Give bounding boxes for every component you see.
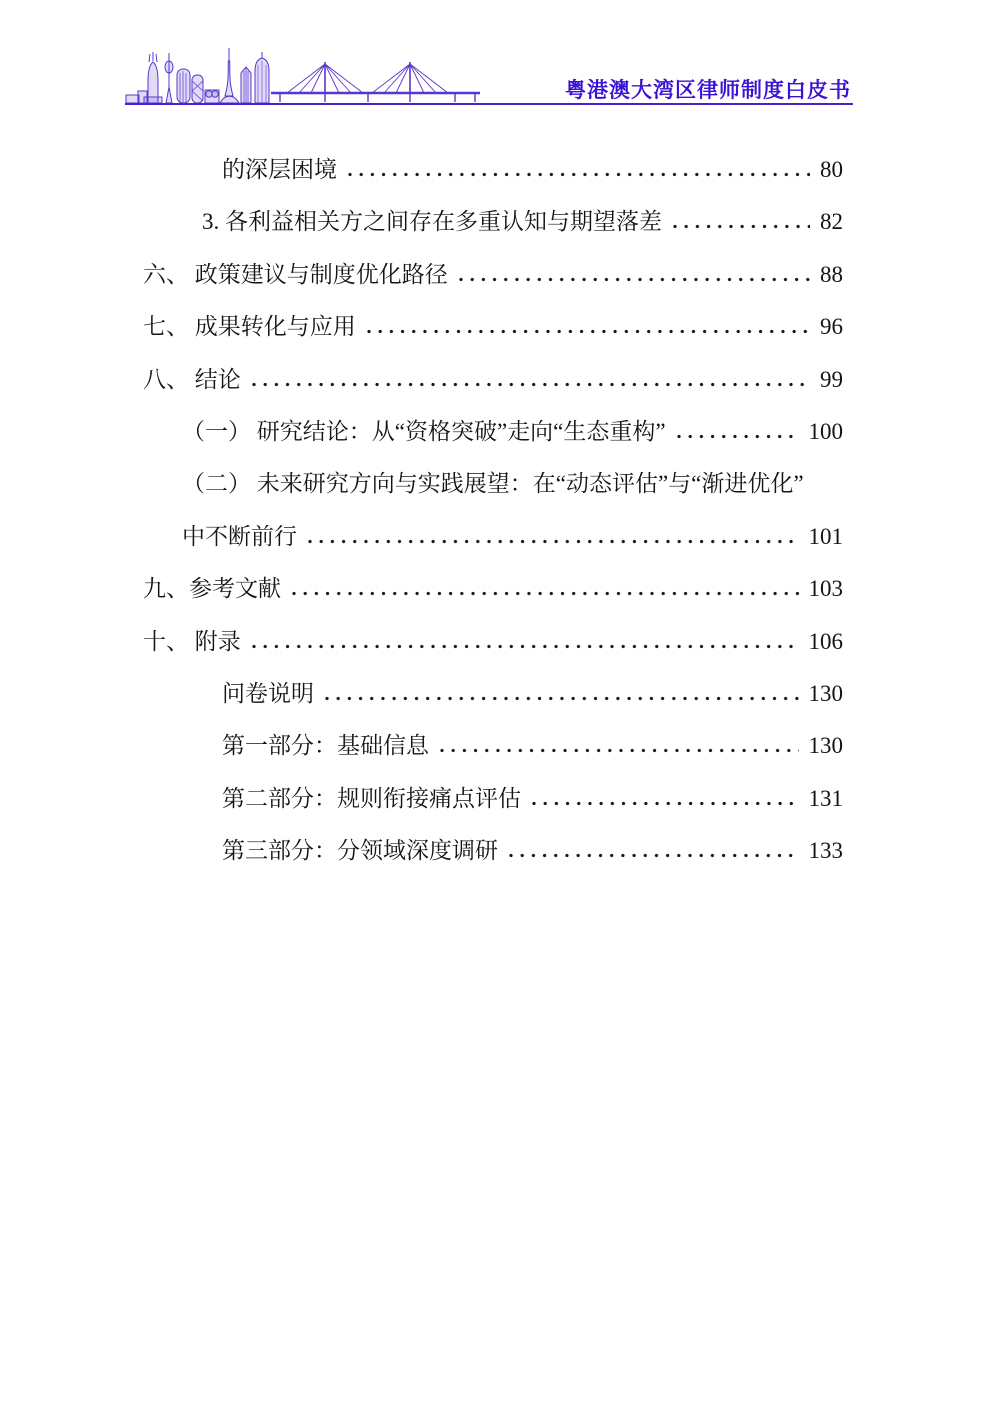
toc-entry-page: 99: [820, 366, 843, 392]
toc-entry[interactable]: [143, 511, 843, 563]
dot-leader: [348, 172, 810, 177]
toc-entry[interactable]: [143, 144, 843, 196]
dot-leader: [677, 434, 799, 439]
toc-entry-page: 131: [808, 785, 843, 811]
toc-entry-label: 第二部分：规则衔接痛点评估: [222, 785, 521, 811]
toc-entry[interactable]: [143, 616, 843, 668]
toc-entry-label: 六、 政策建议与制度优化路径: [143, 261, 448, 287]
toc-entry-page: 130: [808, 733, 843, 759]
toc-entry[interactable]: [143, 720, 843, 772]
header-divider: [125, 103, 853, 105]
toc-entry-label: 第三部分：分领域深度调研: [222, 838, 498, 864]
toc-entry[interactable]: [143, 773, 843, 825]
dot-leader: [252, 382, 810, 387]
toc-entry-label: 问卷说明: [222, 680, 314, 706]
dot-leader: [325, 696, 799, 701]
toc-entry[interactable]: [143, 354, 843, 406]
toc-entry-label: 中不断前行: [182, 523, 297, 549]
toc-entry-label: 第一部分：基础信息: [222, 733, 429, 759]
toc-entry[interactable]: [143, 249, 843, 301]
document-header-title: 粤港澳大湾区律师制度白皮书: [565, 79, 851, 102]
dot-leader: [367, 329, 810, 334]
toc-entry-page: 100: [808, 418, 843, 444]
dot-leader: [532, 801, 799, 806]
toc-entry-page: 101: [808, 523, 843, 549]
toc-entry-label: 八、 结论: [143, 366, 241, 392]
table-of-contents: [143, 144, 843, 877]
dot-leader: [673, 224, 810, 229]
toc-entry-page: 88: [820, 261, 843, 287]
toc-entry-page: 133: [808, 838, 843, 864]
toc-entry[interactable]: [143, 406, 843, 458]
toc-entry-page: 130: [808, 680, 843, 706]
toc-entry-page: 106: [808, 628, 843, 654]
dot-leader: [252, 644, 799, 649]
toc-entry-page: 103: [808, 576, 843, 602]
toc-entry[interactable]: [143, 825, 843, 877]
toc-entry[interactable]: [143, 563, 843, 615]
toc-entry[interactable]: [143, 196, 843, 248]
dot-leader: [292, 591, 799, 596]
toc-entry-label: 十、 附录: [143, 628, 241, 654]
toc-entry[interactable]: [143, 458, 843, 510]
toc-entry-label: （一） 研究结论：从“资格突破”走向“生态重构”: [182, 418, 666, 444]
toc-entry-page: 80: [820, 157, 843, 182]
toc-entry-label: （二） 未来研究方向与实践展望：在“动态评估”与“渐进优化”: [182, 471, 804, 497]
toc-entry-label: 九、参考文献: [143, 576, 281, 602]
dot-leader: [459, 277, 810, 282]
bay-area-skyline-icon: [125, 47, 481, 104]
toc-entry[interactable]: [143, 668, 843, 720]
dot-leader: [440, 748, 799, 753]
dot-leader: [509, 853, 799, 858]
toc-entry[interactable]: [143, 301, 843, 353]
dot-leader: [308, 539, 799, 544]
toc-entry-page: 96: [820, 314, 843, 340]
toc-entry-label: 的深层困境: [222, 157, 337, 182]
toc-entry-label: 七、 成果转化与应用: [143, 314, 356, 340]
toc-entry-label: 3. 各利益相关方之间存在多重认知与期望落差: [202, 209, 662, 235]
toc-entry-page: 82: [820, 209, 843, 235]
